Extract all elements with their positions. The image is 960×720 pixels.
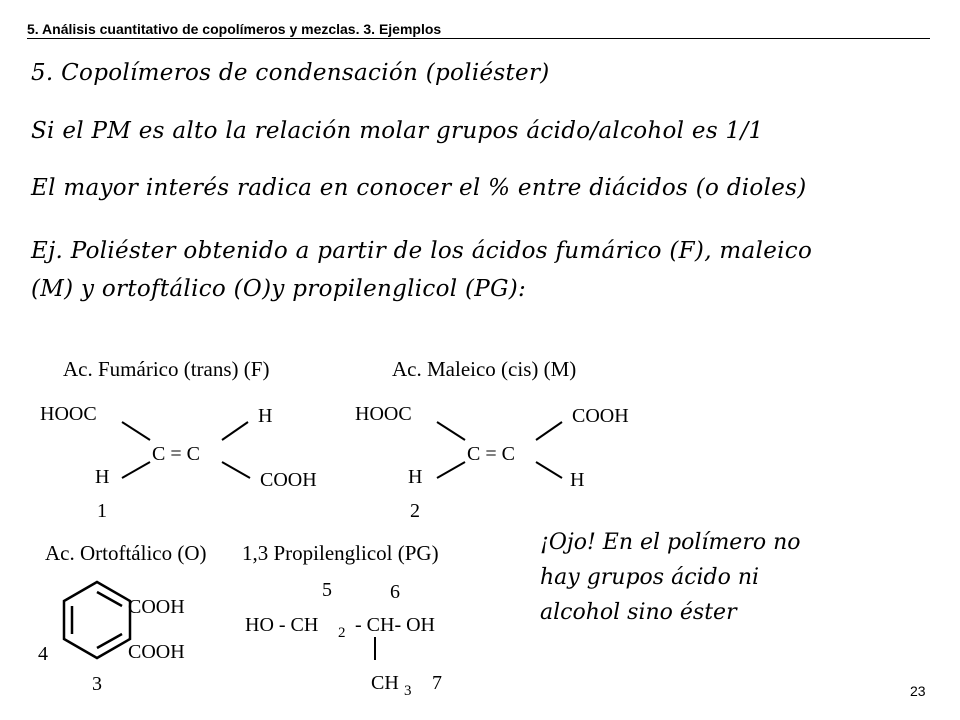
fumaric-center: C = C (152, 443, 200, 465)
fumaric-top-left: HOOC (40, 403, 97, 425)
phthalic-cooh-top: COOH (128, 596, 185, 618)
phthalic-cooh-bottom: COOH (128, 641, 185, 663)
maleic-bond-bottom-right (536, 462, 562, 478)
slide-header: 5. Análisis cuantitativo de copolímeros y mezclas. 3. Ejemplos (27, 21, 930, 39)
pg-title: 1,3 Propilenglicol (PG) (242, 541, 439, 565)
fumaric-number: 1 (97, 500, 107, 522)
pg-part1: HO - CH (245, 614, 319, 636)
phthalic-num-left: 4 (38, 643, 48, 665)
maleic-title: Ac. Maleico (cis) (M) (392, 357, 577, 381)
maleic-bond-bottom-left (437, 462, 465, 478)
pg-num6: 6 (390, 581, 400, 603)
note-line2: hay grupos ácido ni (540, 565, 760, 590)
maleic-bond-top-right (536, 422, 562, 440)
phthalic-acid-structure (38, 541, 207, 695)
fumaric-bond-top-left (122, 422, 150, 440)
note-line3: alcohol sino éster (540, 600, 737, 625)
pg-sub2: 2 (338, 625, 346, 641)
pg-num5: 5 (322, 579, 332, 601)
fumaric-acid-structure (40, 357, 317, 522)
text-example-line2: (M) y ortoftálico (O)y propilenglicol (PG): (31, 276, 527, 302)
pg-ch: CH (371, 672, 399, 694)
maleic-top-left: HOOC (355, 403, 412, 425)
maleic-center: C = C (467, 443, 515, 465)
maleic-bottom-left: H (408, 466, 423, 488)
maleic-acid-structure (355, 357, 629, 522)
fumaric-top-right: H (258, 405, 273, 427)
heading-copolymers: 5. Copolímeros de condensación (poliéster) (31, 60, 550, 86)
maleic-bond-top-left (437, 422, 465, 440)
text-interest: El mayor interés radica en conocer el % entre diácidos (o dioles) (31, 175, 807, 201)
pg-sub3: 3 (404, 683, 412, 699)
text-example-line1: Ej. Poliéster obtenido a partir de los ácidos fumárico (F), maleico (31, 238, 813, 264)
fumaric-bond-bottom-right (222, 462, 250, 478)
note-line1: ¡Ojo! En el polímero no (540, 530, 801, 555)
maleic-top-right: COOH (572, 405, 629, 427)
fumaric-bond-top-right (222, 422, 248, 440)
propylene-glycol-structure (242, 541, 442, 699)
page-number: 23 (910, 683, 926, 699)
phthalic-num-bottom: 3 (92, 673, 102, 695)
maleic-number: 2 (410, 500, 420, 522)
maleic-bottom-right: H (570, 469, 585, 491)
phthalic-title: Ac. Ortoftálico (O) (45, 541, 207, 565)
fumaric-bond-bottom-left (122, 462, 150, 478)
fumaric-bottom-right: COOH (260, 469, 317, 491)
fumaric-title: Ac. Fumárico (trans) (F) (63, 357, 270, 381)
pg-num7: 7 (432, 672, 442, 694)
text-molar-ratio: Si el PM es alto la relación molar grupos ácido/alcohol es 1/1 (31, 118, 764, 144)
pg-part2: - CH- OH (355, 614, 435, 636)
fumaric-bottom-left: H (95, 466, 110, 488)
